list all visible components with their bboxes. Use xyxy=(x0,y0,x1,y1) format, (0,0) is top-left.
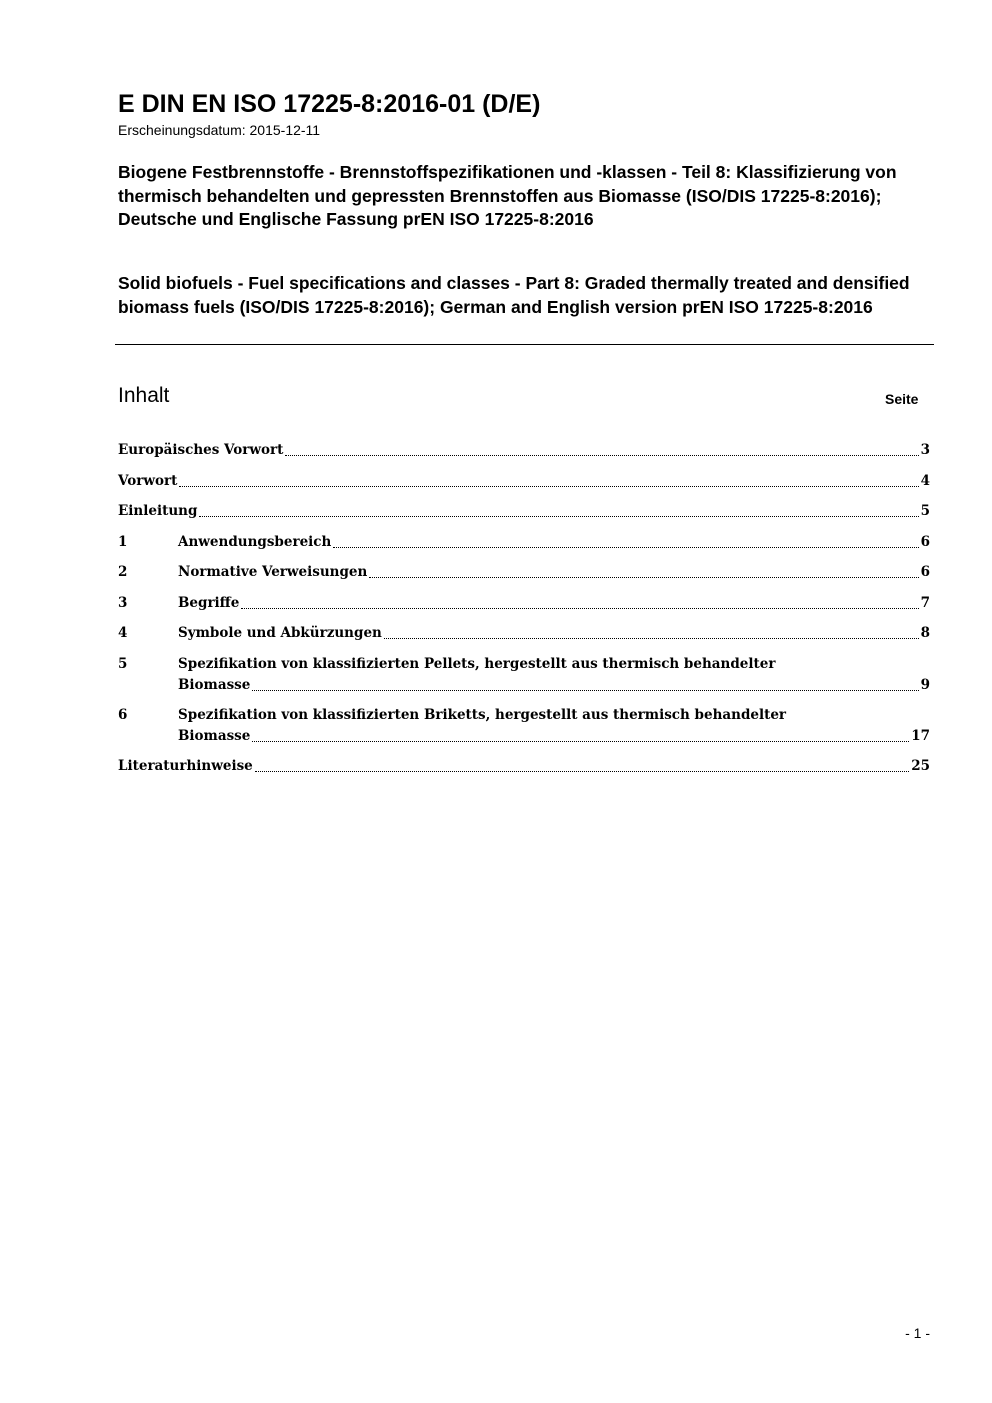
toc-entry-number: 4 xyxy=(118,625,128,641)
toc-entry[interactable] xyxy=(118,532,930,563)
toc-entry-page: 9 xyxy=(920,676,930,693)
toc-entry[interactable] xyxy=(118,654,930,705)
toc-entry-label: Symbole und Abkürzungen xyxy=(178,625,382,641)
toc-heading: Inhalt xyxy=(118,384,170,407)
toc-entry-page: 8 xyxy=(920,625,930,641)
toc-entry-number: 1 xyxy=(118,533,128,550)
toc-leader xyxy=(241,593,918,609)
toc-entry-label: Normative Verweisungen xyxy=(178,564,368,580)
toc-entry-label: Literaturhinweise xyxy=(118,757,253,774)
toc-entry-label: Begriffe xyxy=(178,594,240,611)
toc-leader xyxy=(384,623,919,639)
toc-leader xyxy=(179,471,918,487)
toc-entry-label: Biomasse xyxy=(178,727,251,744)
page-number: - 1 - xyxy=(905,1325,930,1341)
toc-entry-label: Europäisches Vorwort xyxy=(118,442,284,458)
toc-entry[interactable] xyxy=(118,471,930,502)
toc-entry-label: Vorwort xyxy=(118,472,178,489)
toc-entry-page: 6 xyxy=(920,564,930,580)
toc-leader xyxy=(252,675,918,691)
toc-entry-number: 6 xyxy=(118,706,128,723)
toc-leader xyxy=(199,501,918,517)
title-divider xyxy=(115,344,934,345)
toc-leader xyxy=(333,532,918,548)
toc-entry-page: 6 xyxy=(920,533,930,550)
toc-entry-page: 5 xyxy=(920,503,930,519)
toc-entry-page: 7 xyxy=(920,594,930,611)
toc-entry-number: 5 xyxy=(118,655,128,672)
toc-entry[interactable] xyxy=(118,623,930,654)
toc-entry[interactable] xyxy=(118,705,930,756)
toc-entry[interactable] xyxy=(118,593,930,624)
toc-entry-label-line1: Spezifikation von klassifizierten Briketts, hergestellt aus thermisch behandelter xyxy=(178,706,787,723)
toc-entry-number: 2 xyxy=(118,564,128,580)
toc-entry-label: Biomasse xyxy=(178,676,251,693)
toc-entry-page: 3 xyxy=(920,442,930,458)
toc-entry-number: 3 xyxy=(118,594,128,611)
toc-leader xyxy=(252,726,909,742)
toc-entry-page: 17 xyxy=(911,727,930,744)
document-id: E DIN EN ISO 17225-8:2016-01 (D/E) xyxy=(118,90,541,118)
toc-leader xyxy=(369,562,918,578)
table-of-contents xyxy=(118,440,930,786)
toc-entry-label-line1: Spezifikation von klassifizierten Pellets, hergestellt aus thermisch behandelter xyxy=(178,655,776,672)
toc-leader xyxy=(255,756,909,772)
title-english: Solid biofuels - Fuel specifications and classes - Part 8: Graded thermally treated and densified biomass fuels (ISO/DIS 17225-8:2016); German and English version prEN ISO 17225-8:2016 xyxy=(118,273,910,317)
toc-entry-label: Anwendungsbereich xyxy=(178,533,332,550)
toc-entry[interactable] xyxy=(118,562,930,593)
title-german: Biogene Festbrennstoffe - Brennstoffspezifikationen und -klassen - Teil 8: Klassifizierung von thermisch behandelten und gepressten Brennstoffen aus Biomasse (ISO/DIS 17225-8:2016); Deutsche und Englische Fassung prEN ISO 17225-8:2016 xyxy=(118,162,897,229)
toc-entry[interactable] xyxy=(118,501,930,532)
toc-entry[interactable] xyxy=(118,756,930,787)
toc-entry-label: Einleitung xyxy=(118,503,198,519)
toc-leader xyxy=(285,440,918,456)
toc-entry-page: 25 xyxy=(911,757,930,774)
toc-page-column-label: Seite xyxy=(885,391,919,407)
publication-date: Erscheinungsdatum: 2015-12-11 xyxy=(118,122,321,138)
toc-entry-page: 4 xyxy=(920,472,930,489)
toc-entry[interactable] xyxy=(118,440,930,471)
